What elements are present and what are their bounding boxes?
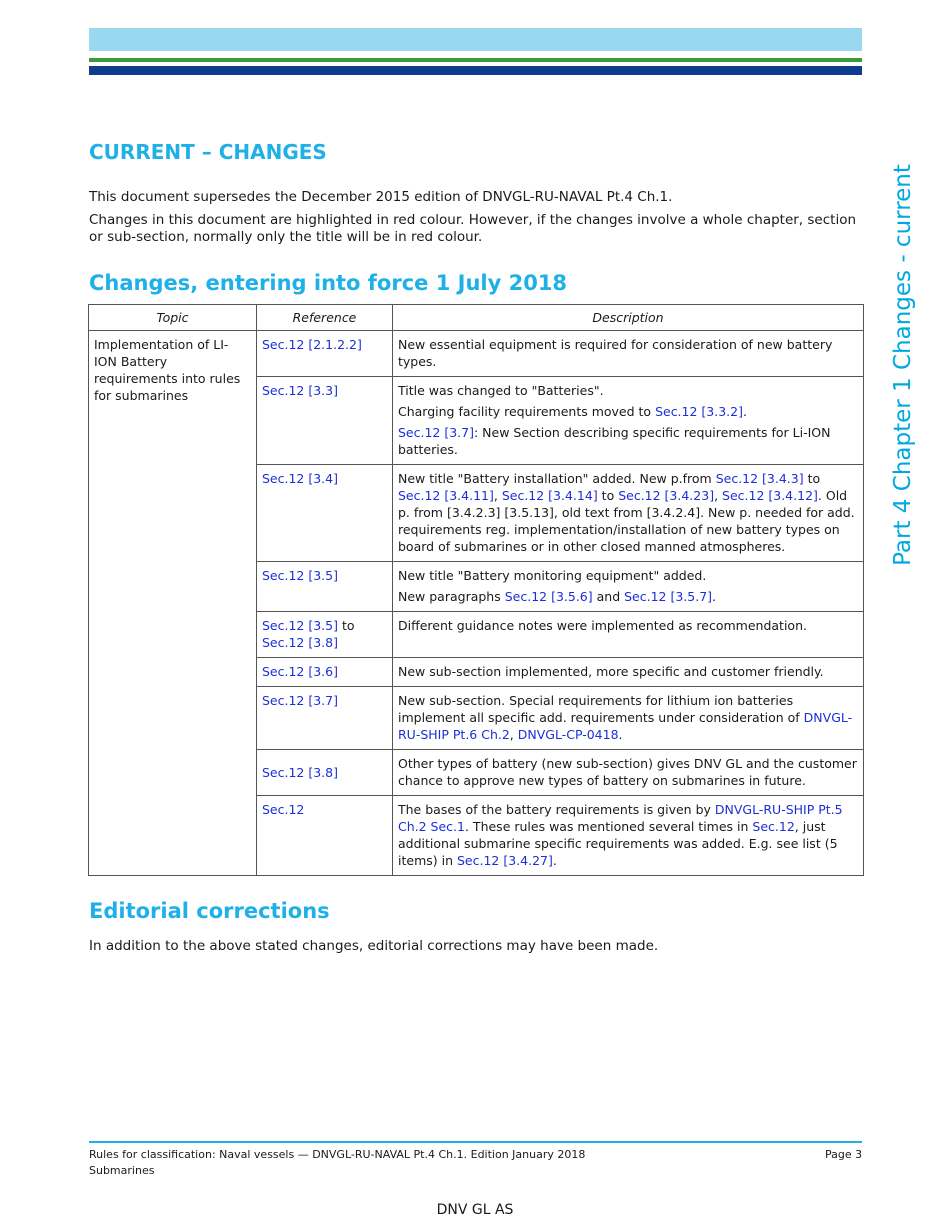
side-chapter-title: Part 4 Chapter 1 Changes - current — [890, 164, 916, 566]
reference-link[interactable]: Sec.12 [3.7] — [262, 693, 338, 708]
description-text: Different guidance notes were implemented as recommendation. — [398, 618, 807, 633]
intro-paragraph-2: Changes in this document are highlighted in red colour. However, if the changes involve a whole chapter, section or sub-section, normally only the title will be in red colour. — [89, 212, 857, 245]
description-cell — [393, 331, 864, 377]
reference-cell — [257, 796, 393, 876]
topic-text: Implementation of LI-ION Battery requirements into rules for submarines — [94, 337, 241, 403]
description-text: New essential equipment is required for consideration of new battery types. — [398, 337, 833, 369]
description-text: Title was changed to "Batteries". — [398, 383, 604, 398]
editorial-heading: Editorial corrections — [89, 899, 330, 923]
header-description: Description — [393, 305, 864, 331]
reference-link[interactable]: Sec.12 [3.6] — [262, 664, 338, 679]
reference-link[interactable]: Sec.12 [2.1.2.2] — [262, 337, 362, 352]
description-cell — [393, 377, 864, 465]
header-band-navy — [89, 66, 862, 75]
footer-document-info — [89, 1147, 585, 1179]
topic-cell — [89, 331, 257, 876]
description-link[interactable]: Sec.12 — [752, 819, 795, 834]
description-link[interactable]: Sec.12 [3.4.27] — [456, 853, 553, 868]
footer-rules-title: Rules for classification: Naval vessels — DNVGL-RU-NAVAL Pt.4 Ch.1. Edition January 2018 — [89, 1148, 586, 1161]
changes-table — [88, 304, 864, 876]
header-topic: Topic — [89, 305, 257, 331]
table-row — [89, 331, 864, 377]
description-link[interactable]: DNVGL-CP-0418 — [517, 727, 619, 742]
reference-link[interactable]: Sec.12 [3.4] — [262, 471, 338, 486]
reference-cell: Sec.12 [3.5] to Sec.12 [3.8] — [257, 612, 393, 658]
reference-link[interactable]: Sec.12 [3.5] — [262, 618, 338, 633]
reference-link[interactable]: Sec.12 [3.8] — [262, 635, 338, 650]
reference-link[interactable]: Sec.12 — [262, 802, 305, 817]
header-band-green — [89, 58, 862, 62]
footer-subtitle: Submarines — [89, 1164, 155, 1177]
description-link[interactable]: Sec.12 [3.5.7] — [624, 589, 713, 604]
reference-cell — [257, 465, 393, 562]
footer-divider — [89, 1141, 862, 1143]
description-text: New title "Battery monitoring equipment" added. — [398, 568, 707, 583]
description-link[interactable]: DNVGL-RU-SHIP Pt.5 Ch.2 Sec.1 — [398, 802, 843, 834]
editorial-paragraph: In addition to the above stated changes, editorial corrections may have been made. — [89, 938, 659, 954]
description-text: Other types of battery (new sub-section) gives DNV GL and the customer chance to approve new types of battery on submarines in future. — [398, 756, 857, 788]
description-link[interactable]: Sec.12 [3.7] — [398, 425, 474, 440]
description-cell: New sub-section. Special requirements for lithium ion batteries implement all specific add. requirements under consideration of DNVGL-RU-SHIP Pt.6 Ch.2, DNVGL-CP-0418. — [393, 687, 864, 750]
description-link[interactable]: DNVGL-RU-SHIP Pt.6 Ch.2 — [398, 710, 853, 742]
reference-cell — [257, 331, 393, 377]
footer-company: DNV GL AS — [436, 1202, 514, 1218]
description-text: New paragraphs Sec.12 [3.5.6] and Sec.12 [3.5.7]. — [398, 589, 717, 604]
reference-link[interactable]: Sec.12 [3.3] — [262, 383, 338, 398]
description-cell — [393, 658, 864, 687]
description-text: Sec.12 [3.7]: New Section describing specific requirements for Li-ION batteries. — [398, 425, 831, 457]
description-link[interactable]: Sec.12 [3.4.14] — [501, 488, 598, 503]
description-cell — [393, 562, 864, 612]
description-link[interactable]: Sec.12 [3.4.11] — [398, 488, 494, 503]
table-header-row — [89, 305, 864, 331]
description-cell: The bases of the battery requirements is given by DNVGL-RU-SHIP Pt.5 Ch.2 Sec.1. These rules was mentioned several times in Sec.12, just additional submarine specific requirements was added. E.g. see list (5 items) in Sec.12 [3.4.27]. — [393, 796, 864, 876]
description-text: New sub-section implemented, more specific and customer friendly. — [398, 664, 824, 679]
description-link[interactable]: Sec.12 [3.4.3] — [715, 471, 804, 486]
description-cell — [393, 750, 864, 796]
description-cell — [393, 612, 864, 658]
description-cell: New title "Battery installation" added. New p.from Sec.12 [3.4.3] to Sec.12 [3.4.11], Sec.12 [3.4.14] to Sec.12 [3.4.23], Sec.12 [3.4.12]. Old p. from [3.4.2.3] [3.5.13], old text from [3.4.2.4]. New p. needed for add. requirements reg. implementation/installation of new battery types on board of submarines or in other closed manned atmospheres. — [393, 465, 864, 562]
changes-heading: Changes, entering into force 1 July 2018 — [89, 271, 568, 295]
reference-cell — [257, 687, 393, 750]
description-link[interactable]: Sec.12 [3.3.2] — [655, 404, 743, 419]
header-band-light — [89, 28, 862, 51]
reference-cell — [257, 562, 393, 612]
reference-cell — [257, 658, 393, 687]
description-link[interactable]: Sec.12 [3.4.12] — [722, 488, 818, 503]
description-text: Charging facility requirements moved to Sec.12 [3.3.2]. — [398, 404, 747, 419]
description-link[interactable]: Sec.12 [3.4.23] — [618, 488, 715, 503]
page-title: CURRENT – CHANGES — [89, 140, 327, 164]
reference-link[interactable]: Sec.12 [3.5] — [262, 568, 338, 583]
reference-link[interactable]: Sec.12 [3.8] — [262, 764, 338, 780]
reference-cell — [257, 750, 393, 796]
header-reference: Reference — [257, 305, 393, 331]
reference-cell — [257, 377, 393, 465]
footer-page-number: Page 3 — [825, 1148, 863, 1161]
description-link[interactable]: Sec.12 [3.5.6] — [504, 589, 593, 604]
intro-paragraph-1: This document supersedes the December 2015 edition of DNVGL-RU-NAVAL Pt.4 Ch.1. — [89, 189, 673, 205]
